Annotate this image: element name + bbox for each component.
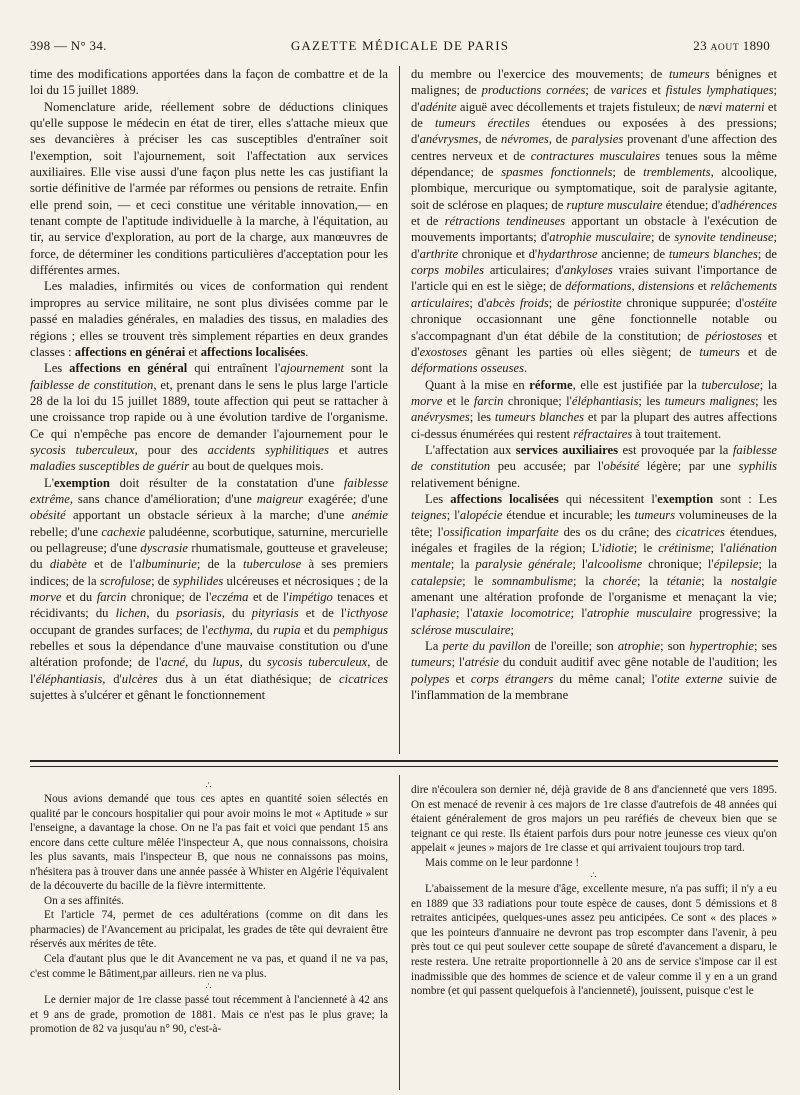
text-run: ancienne; de <box>597 246 669 261</box>
text-run: L'affectation aux <box>425 442 516 457</box>
italic-term: spasmes fonctionnels <box>501 165 613 180</box>
text-run: et de <box>739 344 777 359</box>
italic-term: ecthyma <box>207 622 250 637</box>
paragraph <box>30 908 388 952</box>
italic-term: atrophie musculaire <box>587 606 692 621</box>
text-run: , de l' <box>30 655 388 686</box>
text-run: qui nécessitent l' <box>558 491 658 506</box>
paragraph <box>30 360 388 474</box>
paragraph <box>30 99 388 279</box>
text-run: et par la plupart des autres affections ci-dessus énumérées qui restent <box>411 410 777 441</box>
italic-term: hypertrophie <box>689 639 754 654</box>
section-separator-rule-thin <box>30 766 778 767</box>
text-run: et de l' <box>86 557 136 572</box>
text-run: ; l' <box>446 508 460 523</box>
paragraph <box>30 894 388 909</box>
italic-term: relâchements articulaires <box>411 279 777 310</box>
italic-term: aliénation mentale <box>411 540 777 572</box>
italic-term: dyscrasie <box>140 540 188 555</box>
paragraph <box>30 952 388 981</box>
italic-term: périostoses <box>705 328 762 343</box>
bold-term: affections localisées <box>200 344 306 359</box>
text-run: , du <box>239 655 267 670</box>
text-run: ; l' <box>455 606 473 621</box>
text-run: Cela d'autant plus que le dit Avancement ne va pas, et quand il ne va pas, c'est comme le Bâtiment,par ailleurs. rien ne va plus. <box>30 953 388 980</box>
text-run: ; la <box>573 573 603 588</box>
text-run: gênant les parties où elles siègent; de <box>467 344 700 359</box>
text-run: doit résulter de la constatation d'une <box>109 475 344 490</box>
text-run: et du <box>61 590 97 604</box>
text-run: étendues ou exposées à des pressions; d' <box>411 116 777 147</box>
italic-term: syphilis <box>738 459 777 474</box>
text-run: La <box>425 639 443 654</box>
italic-term: chorée <box>602 573 638 588</box>
italic-term: rupia <box>273 622 301 637</box>
text-run: Mais comme on le leur pardonne ! <box>425 856 580 869</box>
date-year: 1890 <box>742 38 770 53</box>
text-run: chronique; l' <box>642 557 714 572</box>
text-run: L' <box>44 475 54 490</box>
text-run: , de <box>548 132 572 147</box>
text-run: ; d' <box>469 295 487 310</box>
italic-term: épilepsie <box>713 557 759 572</box>
text-run: occupant de grandes surfaces; de l' <box>30 622 208 637</box>
text-run: étendue; d' <box>662 197 721 212</box>
italic-term: sycosis tuberculeux <box>30 442 135 457</box>
italic-term: tumeurs <box>669 67 710 81</box>
italic-term: rupture musculaire <box>566 197 663 212</box>
text-run: time des modifications apportées dans la façon de combattre et de la loi du 15 juillet 1889. <box>30 67 388 98</box>
text-run: ; les <box>638 393 665 408</box>
text-run: , du <box>221 606 252 621</box>
text-run: ; l' <box>710 540 726 555</box>
italic-term: nostalgie <box>730 573 777 588</box>
italic-term: pemphigus <box>333 622 388 637</box>
italic-term: perte du pavillon <box>442 639 531 654</box>
date-day: 23 <box>693 38 707 53</box>
text-run: , de <box>478 132 502 147</box>
paragraph <box>30 66 388 99</box>
paragraph <box>411 882 777 998</box>
paragraph <box>411 491 777 638</box>
paragraph <box>411 377 777 442</box>
text-run: rebelles et sous la dépendance d'une mauvaise constitution ou d'une altération profonde; de l' <box>30 639 388 670</box>
text-run: et le <box>442 393 474 408</box>
text-run: sont la <box>344 361 388 376</box>
journal-title: GAZETTE MÉDICALE DE PARIS <box>290 38 510 53</box>
text-run: qui entraînent l' <box>187 361 281 376</box>
paragraph <box>411 638 777 703</box>
italic-term: nævi materni <box>698 99 765 114</box>
asterism-separator: ∴ <box>590 870 598 881</box>
italic-term: périostite <box>573 295 622 310</box>
text-run: ; la <box>701 573 731 588</box>
italic-term: impétigo <box>288 590 333 604</box>
text-run: des os du crâne; des <box>558 524 676 539</box>
italic-term: hydarthrose <box>537 246 598 261</box>
italic-term: polypes <box>411 671 450 686</box>
italic-term: alcoolisme <box>587 557 643 572</box>
text-run: On a ses affinités. <box>44 894 124 907</box>
text-run: Nous avions demandé que tous ces aptes en quantité soien sélectés en qualité par le concours hospitalier qui pour avoir moins le mot « Aptitude » sur l'enseigne, a davantage la chose. On ne l'a pas fait et voici que pendant 15 ans encore dans cette culture mêlée l'inspecteur A, que nous connaissons, choisira les plus savants, mais l'inspecteur B, que nous ne connaissons pas moins, n'hésitera pas à trouver dans une année passée à Whister en Algérie l'équivalent de la découverte du bacille de la fièvre intermittente. <box>30 793 388 893</box>
text-run: volumineuses de la tête; l' <box>411 508 777 539</box>
text-run: ; d' <box>411 83 777 114</box>
italic-term: maigreur <box>256 491 304 506</box>
italic-term: lichen <box>115 606 147 621</box>
italic-term: éléphantiasis <box>571 393 639 408</box>
text-run: tenues sous la même dépendance; de <box>411 148 777 180</box>
text-run: au bout de quelques mois. <box>189 459 324 474</box>
italic-term: déformations osseuses <box>411 361 524 376</box>
italic-term: cicatrices <box>339 671 388 686</box>
italic-term: faiblesse extrême <box>30 475 388 506</box>
italic-term: cachexie <box>101 524 146 539</box>
italic-term: idiotie <box>601 540 634 555</box>
text-run: rebelle; d'une <box>30 524 102 539</box>
section-separator-rule <box>30 760 778 762</box>
italic-term: névromes <box>501 132 549 147</box>
bold-term: exemption <box>53 475 110 490</box>
text-run: ; l' <box>451 655 465 670</box>
italic-term: icthyose <box>346 606 388 621</box>
italic-term: réfractaires <box>573 426 633 441</box>
paragraph <box>411 66 777 377</box>
italic-term: morve <box>411 393 443 408</box>
bottom-left-column <box>30 780 388 1092</box>
italic-term: tétanie <box>666 573 702 588</box>
italic-term: tumeurs <box>411 655 452 670</box>
text-run: Et l'article 74, permet de ces adultérations (comme on dit dans les pharmacies) de l'Avancement au pricipalat, les grades de tête qui devraient être réservés aux mérites de tête. <box>30 909 388 951</box>
text-run: chronique suppurée; d' <box>621 295 745 310</box>
text-run: ; de la <box>196 557 243 572</box>
text-run: suivie de l'inflammation de la membrane <box>411 671 777 703</box>
italic-term: rétractions tendineuses <box>444 214 566 229</box>
text-run: , pour des <box>134 442 208 457</box>
text-run: et d' <box>411 328 777 359</box>
italic-term: maladies susceptibles de guérir <box>30 459 190 474</box>
italic-term: anévrysmes <box>411 410 470 425</box>
text-run: tenaces et récidivants; du <box>30 590 388 621</box>
text-run: ; d' <box>411 230 777 261</box>
text-run: dus à un état diathésique; de <box>157 671 340 686</box>
text-run: du membre ou l'exercice des mouvements; de <box>411 67 670 81</box>
text-run: Les maladies, infirmités ou vices de conformation qui rendent impropres au service militaire, ne sont plus divisées comme par le passé en maladies générales, en maladies des tissus, en maladies des régions ; elles se trouvent très simplement réparties en deux grandes classes : <box>30 279 388 359</box>
italic-term: ankyloses <box>563 263 613 278</box>
text-run: articulaires; d' <box>484 263 564 278</box>
italic-term: contractures musculaires <box>530 148 660 163</box>
italic-term: alopécie <box>459 508 503 523</box>
text-run: et autres <box>328 442 388 457</box>
text-run: ; le <box>633 540 659 555</box>
italic-term: adhérences <box>720 197 777 212</box>
italic-term: ataxie locomotrice <box>472 606 571 621</box>
italic-term: eczéma <box>211 590 249 604</box>
italic-term: aphasie <box>416 606 456 621</box>
text-run: , et, prenant dans le sens le plus large l'article 28 de la loi du 15 juillet 1889, toute affection qui peut se rattacher à une croissance trop rapide ou à une évolution tardive de l'organisme. Ce qui n'empêche pas encore de demander l'ajournement pour le <box>30 377 388 441</box>
text-run: amenant une altération profonde de l'organisme et menaçant la vie; l' <box>411 590 777 621</box>
italic-term: ajournement <box>280 361 344 376</box>
text-run: chronique occasionnant une gêne fonctionnelle notable ou s'accompagnant d'un état débile de la constitution; de <box>411 312 777 343</box>
italic-term: tumeurs blanches <box>494 410 585 425</box>
text-run: ; les <box>469 410 495 425</box>
italic-term: adénite <box>419 99 457 114</box>
italic-term: obésité <box>30 508 66 523</box>
bold-term: réforme <box>529 377 573 392</box>
column-divider <box>399 66 400 754</box>
italic-term: varices <box>610 83 647 98</box>
column-divider <box>399 775 400 1090</box>
italic-term: productions cornées <box>481 83 586 98</box>
italic-term: syphilides <box>172 573 224 588</box>
paragraph <box>411 856 777 871</box>
bottom-right-column <box>411 783 777 1095</box>
text-run: apportant un obstacle à l'exécution de mouvements importants; d' <box>411 214 777 245</box>
italic-term: tumeurs malignes <box>664 393 756 408</box>
italic-term: tuberculose <box>242 557 302 572</box>
text-run: ; de <box>548 295 574 310</box>
italic-term: anémie <box>351 508 388 523</box>
running-header <box>30 38 770 60</box>
text-run: et de <box>411 214 445 229</box>
bold-term: services auxiliaires <box>515 442 619 457</box>
text-run: étendue et incurable; les <box>502 508 635 523</box>
text-run: et de l' <box>248 590 289 604</box>
text-run: vraies suivant l'importance de l'article qui en est le siège; de <box>411 263 777 294</box>
paragraph <box>411 783 777 856</box>
text-run: ; de <box>650 230 675 245</box>
paragraph <box>30 278 388 360</box>
text-run: , d' <box>102 671 122 686</box>
text-run: et <box>694 279 711 294</box>
text-run: et <box>449 671 471 686</box>
text-run: Nomenclature aride, réellement sobre de déductions cliniques qu'elle suppose le médecin en état de tirer, elles s'attache mieux que ses devancières à préciser les cas susceptibles d'entraîner soit l'exemption, soit l'ajournement, soit l'affectation aux services auxiliaires. Elle vise aussi d'une façon plus nette les cas justifiant la sortie définitive de l'armée par réformes ou pensions de retraite. Enfin elle prend soin, — et ceci constitue une véritable innovation,— en tenant compte de l'aptitude individuelle à la marche, à l'équitation, au tir, au service d'exploration, au port de la charge, aux manœuvres de force, de déterminer les conditions particulières d'acceptation pour les différentes armes. <box>30 99 388 278</box>
text-run: . <box>524 361 528 376</box>
italic-term: exostoses <box>419 344 468 359</box>
text-run: ; l' <box>572 557 588 572</box>
italic-term: farcin <box>473 393 504 408</box>
page-number: 398 — N° 34. <box>30 38 107 53</box>
text-run: progressive; la <box>691 606 777 621</box>
italic-term: obésité <box>603 459 640 474</box>
text-run: ; de <box>585 83 611 98</box>
text-run: Les <box>44 361 70 376</box>
text-run: ; l' <box>570 606 588 621</box>
text-run: bénignes et malignes; de <box>411 67 777 98</box>
text-run: dire n'écoulera son dernier né, déjà gravide de 8 ans d'ancienneté que vers 1895. On est menacé de revenir à ces majors de 1re classe d'autrefois de 48 années qui étaient généralement de gros majors un peu raréfiés de cheveux bien que se teignant ce qui reste. Ils étaient parfois durs pour notre jeunesse ces vieux qu'on appelait « jeunes » majors de 1re classe et qui arrivaient toujours trop tard. <box>411 784 777 855</box>
italic-term: corps mobiles <box>411 263 485 278</box>
text-run: chronique; de l' <box>126 590 212 604</box>
italic-term: lupus <box>212 655 240 670</box>
bold-term: affections en générai <box>74 344 186 359</box>
text-run: ; <box>510 622 514 637</box>
text-run: ; la <box>637 573 667 588</box>
italic-term: arthrite <box>419 246 459 261</box>
text-run: , alcoolique, plombique, mercurique ou symptomatique, soit de paralysie agitante, soit de sclérose en plaques; de <box>411 165 777 212</box>
text-run: Les <box>425 491 451 506</box>
italic-term: catalepsie <box>411 573 463 588</box>
italic-term: abcès froids <box>486 295 549 310</box>
text-run: à ses premiers indices; de la <box>30 557 388 588</box>
paragraph <box>30 792 388 894</box>
paragraph <box>30 993 388 1037</box>
italic-term: tremblements <box>643 165 711 180</box>
text-run: du même canal; l' <box>553 671 658 686</box>
paragraph <box>30 475 388 704</box>
text-run: et de l' <box>298 606 347 621</box>
text-run: ; la <box>759 377 777 392</box>
italic-term: atrésie <box>464 655 499 670</box>
italic-term: tumeurs <box>634 508 676 523</box>
bold-term: exemption <box>657 491 714 506</box>
text-run: à tout traitement. <box>632 426 722 441</box>
italic-term: corps étrangers <box>470 671 554 686</box>
italic-term: cicatrices <box>675 524 725 539</box>
italic-term: éléphantiasis <box>35 671 103 686</box>
italic-term: sclérose musculaire <box>411 622 511 637</box>
italic-term: anévrysmes <box>419 132 479 147</box>
issue-date <box>693 38 770 54</box>
italic-term: faiblesse de constitution <box>30 377 154 392</box>
italic-term: tumeurs érectiles <box>434 116 530 131</box>
text-run: apportant un obstacle sérieux à la marche; d'une <box>65 508 352 523</box>
italic-term: diabète <box>49 557 87 572</box>
text-run: ; la <box>450 557 476 572</box>
text-run: sujettes à s'ulcérer et gênant le fonctionnement <box>30 688 266 703</box>
text-run: . <box>305 344 309 359</box>
bold-term: affections localisées <box>450 491 559 506</box>
italic-term: otite externe <box>657 671 723 686</box>
paragraph <box>411 442 777 491</box>
italic-term: ossification imparfaite <box>443 524 559 539</box>
italic-term: somnambulisme <box>491 573 573 588</box>
italic-term: atrophie <box>617 639 661 654</box>
text-run: paludéenne, scorbutique, saturnine, mercurielle ou pellagreuse; d'une <box>30 524 388 555</box>
bold-term: affections en général <box>69 361 188 376</box>
text-run: ulcéreuses et nécrosiques ; de la <box>223 573 388 588</box>
italic-term: synovite tendineuse <box>674 230 774 245</box>
text-run: légère; par une <box>639 459 739 474</box>
text-run: peu accusée; par l' <box>490 459 604 474</box>
text-run: relativement bénigne. <box>411 475 521 490</box>
text-run: et <box>646 83 666 98</box>
text-run: Le dernier major de 1re classe passé tout récemment à l'ancienneté à 42 ans et 9 ans de grade, promotion de 1881. Mais ce n'est pas le plus grave; la promotion de 82 va jusqu'au n° 90, c'est-à- <box>30 994 388 1036</box>
italic-term: crétinisme <box>658 540 711 555</box>
text-run: ; la <box>758 557 777 572</box>
italic-term: tumeurs blanches <box>668 246 758 261</box>
text-run: du conduit auditif avec gêne notable de l'audition; les <box>498 655 777 670</box>
text-run: et du <box>300 622 334 637</box>
top-left-column <box>30 66 388 752</box>
italic-term: faiblesse de constitution <box>411 442 777 474</box>
text-run: ; de <box>757 246 777 261</box>
italic-term: ostéite <box>744 295 777 310</box>
text-run: ; les <box>755 393 777 408</box>
asterism-separator: ∴ <box>205 780 213 790</box>
italic-term: albuminurie <box>135 557 197 572</box>
text-run: , du <box>146 606 177 621</box>
text-run: Quant à la mise en <box>425 377 530 392</box>
text-run: ; de <box>612 165 644 180</box>
text-run: exagérée; d'une <box>303 491 388 506</box>
italic-term: teignes <box>411 508 447 523</box>
text-run: L'abaissement de la mesure d'âge, excellente mesure, n'a pas suffi; il n'y a eu en 1889 que 33 radiations pour toute espèce de causes, dont 5 démissions et 8 retraites anticipées, quelques-unes assez peu anticipées. Ce sont « des places » que les pointeurs d'annuaire ne devront pas trop escompter dans l'avenir, à peu près tout ce qui peut soulever cette soupape de sûreté d'avancement a disparu, le reste restera. Une retraite proportionnelle à 20 ans de service s'impose car il est inadmissible que des hommes de science et de valeur comme il y en a un grand nombre (et qui passent quelquefois à l'ancienneté), jouissent, puisque c'est le <box>411 883 777 998</box>
italic-term: déformations, distensions <box>565 279 695 294</box>
text-run: provenant d'une affection des centres nerveux et de <box>411 132 777 163</box>
italic-term: tumeurs <box>699 344 740 359</box>
italic-term: fistules lymphatiques <box>665 83 774 98</box>
text-run: étendues, inégales et fragiles de la région; L' <box>411 524 777 555</box>
text-run: chronique; l' <box>503 393 572 408</box>
asterism-separator: ∴ <box>205 981 213 992</box>
text-run: ; son <box>660 639 690 654</box>
text-run: aiguë avec décollements et trajets fistuleux; de <box>456 99 699 114</box>
italic-term: morve <box>30 590 62 604</box>
text-run: de l'oreille; son <box>530 639 618 654</box>
text-run: rhumatismale, goutteuse et graveleuse; du <box>30 540 388 572</box>
italic-term: paralysies <box>571 132 624 147</box>
italic-term: ulcères <box>121 671 158 686</box>
text-run: ; de <box>151 573 173 588</box>
italic-term: paralysie générale <box>475 557 573 572</box>
text-run: , elle est justifiée par la <box>572 377 702 392</box>
text-run: ; ses <box>753 639 777 654</box>
italic-term: atrophie musculaire <box>549 230 651 245</box>
text-run: ; le <box>462 573 492 588</box>
italic-term: farcin <box>96 590 127 604</box>
text-run: , du <box>185 655 213 670</box>
text-run: est provoquée par la <box>618 442 733 457</box>
italic-term: tuberculose <box>701 377 760 392</box>
text-run: et de <box>411 99 777 131</box>
text-run: et <box>185 344 201 359</box>
italic-term: pityriasis <box>251 606 299 621</box>
text-run: sont : Les <box>713 491 777 506</box>
italic-term: psoriasis <box>176 606 222 621</box>
italic-term: scrofulose <box>99 573 152 588</box>
top-right-column <box>411 66 777 752</box>
text-run: chronique et d' <box>458 246 538 261</box>
italic-term: sycosis tuberculeux <box>266 655 368 670</box>
italic-term: acné <box>161 655 186 670</box>
text-run: , du <box>249 622 274 637</box>
date-month: AOUT <box>710 43 740 53</box>
text-run: , sans chance d'amélioration; d'une <box>69 491 257 506</box>
italic-term: accidents syphilitiques <box>207 442 329 457</box>
